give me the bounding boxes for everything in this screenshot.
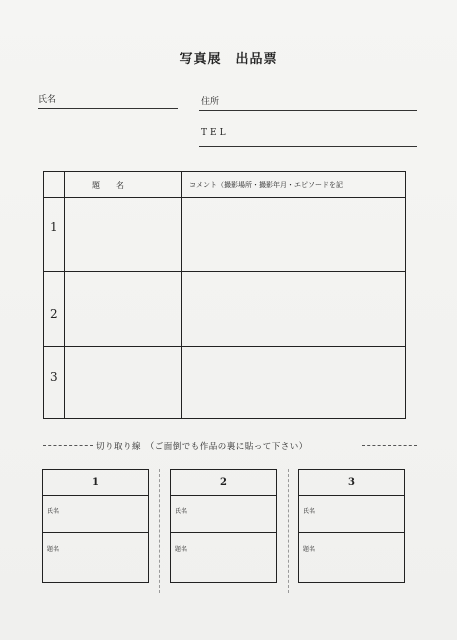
card-number: 2 bbox=[220, 477, 227, 488]
card-divider bbox=[171, 495, 276, 496]
table-header bbox=[44, 172, 405, 198]
card-number: 1 bbox=[92, 477, 99, 488]
card-divider bbox=[43, 495, 148, 496]
name-label: 氏名 bbox=[38, 95, 57, 105]
comment-cell-3[interactable] bbox=[182, 347, 405, 417]
address-field[interactable] bbox=[199, 110, 417, 111]
row-number-1: 1 bbox=[50, 220, 58, 234]
card-name-label: 氏名 bbox=[303, 508, 316, 515]
row-number-2: 2 bbox=[50, 307, 58, 321]
page-title: 写真展 出品票 bbox=[179, 52, 278, 67]
card-divider bbox=[43, 532, 148, 533]
header-title: 題 名 bbox=[92, 181, 124, 190]
card-name-label: 氏名 bbox=[175, 508, 188, 515]
card-divider bbox=[171, 532, 276, 533]
cut-line-right bbox=[362, 445, 417, 446]
cut-guide bbox=[159, 469, 160, 593]
label-card-2 bbox=[170, 469, 277, 583]
card-title-label: 題名 bbox=[175, 546, 188, 553]
cut-line-left bbox=[43, 445, 93, 446]
card-divider bbox=[299, 532, 404, 533]
comment-cell-1[interactable] bbox=[182, 198, 405, 270]
comment-cell-2[interactable] bbox=[182, 272, 405, 345]
card-number: 3 bbox=[348, 477, 355, 488]
header-comment: コメント（撮影場所・撮影年月・エピソードを記 bbox=[189, 181, 343, 189]
entry-table bbox=[43, 171, 406, 419]
row-number-3: 3 bbox=[50, 370, 58, 384]
address-label: 住所 bbox=[201, 97, 220, 107]
tel-label: TEL bbox=[201, 128, 229, 138]
cut-line-label: 切り取り線 （ご面倒でも作品の裏に貼って下さい） bbox=[96, 442, 308, 452]
card-divider bbox=[299, 495, 404, 496]
card-title-label: 題名 bbox=[303, 546, 316, 553]
title-cell-3[interactable] bbox=[65, 347, 180, 417]
label-card-3 bbox=[298, 469, 405, 583]
label-card-1 bbox=[42, 469, 149, 583]
name-field[interactable] bbox=[38, 108, 178, 109]
title-cell-1[interactable] bbox=[65, 198, 180, 270]
card-name-label: 氏名 bbox=[47, 508, 60, 515]
cut-guide bbox=[288, 469, 289, 593]
card-title-label: 題名 bbox=[47, 546, 60, 553]
tel-field[interactable] bbox=[199, 146, 417, 147]
title-cell-2[interactable] bbox=[65, 272, 180, 345]
